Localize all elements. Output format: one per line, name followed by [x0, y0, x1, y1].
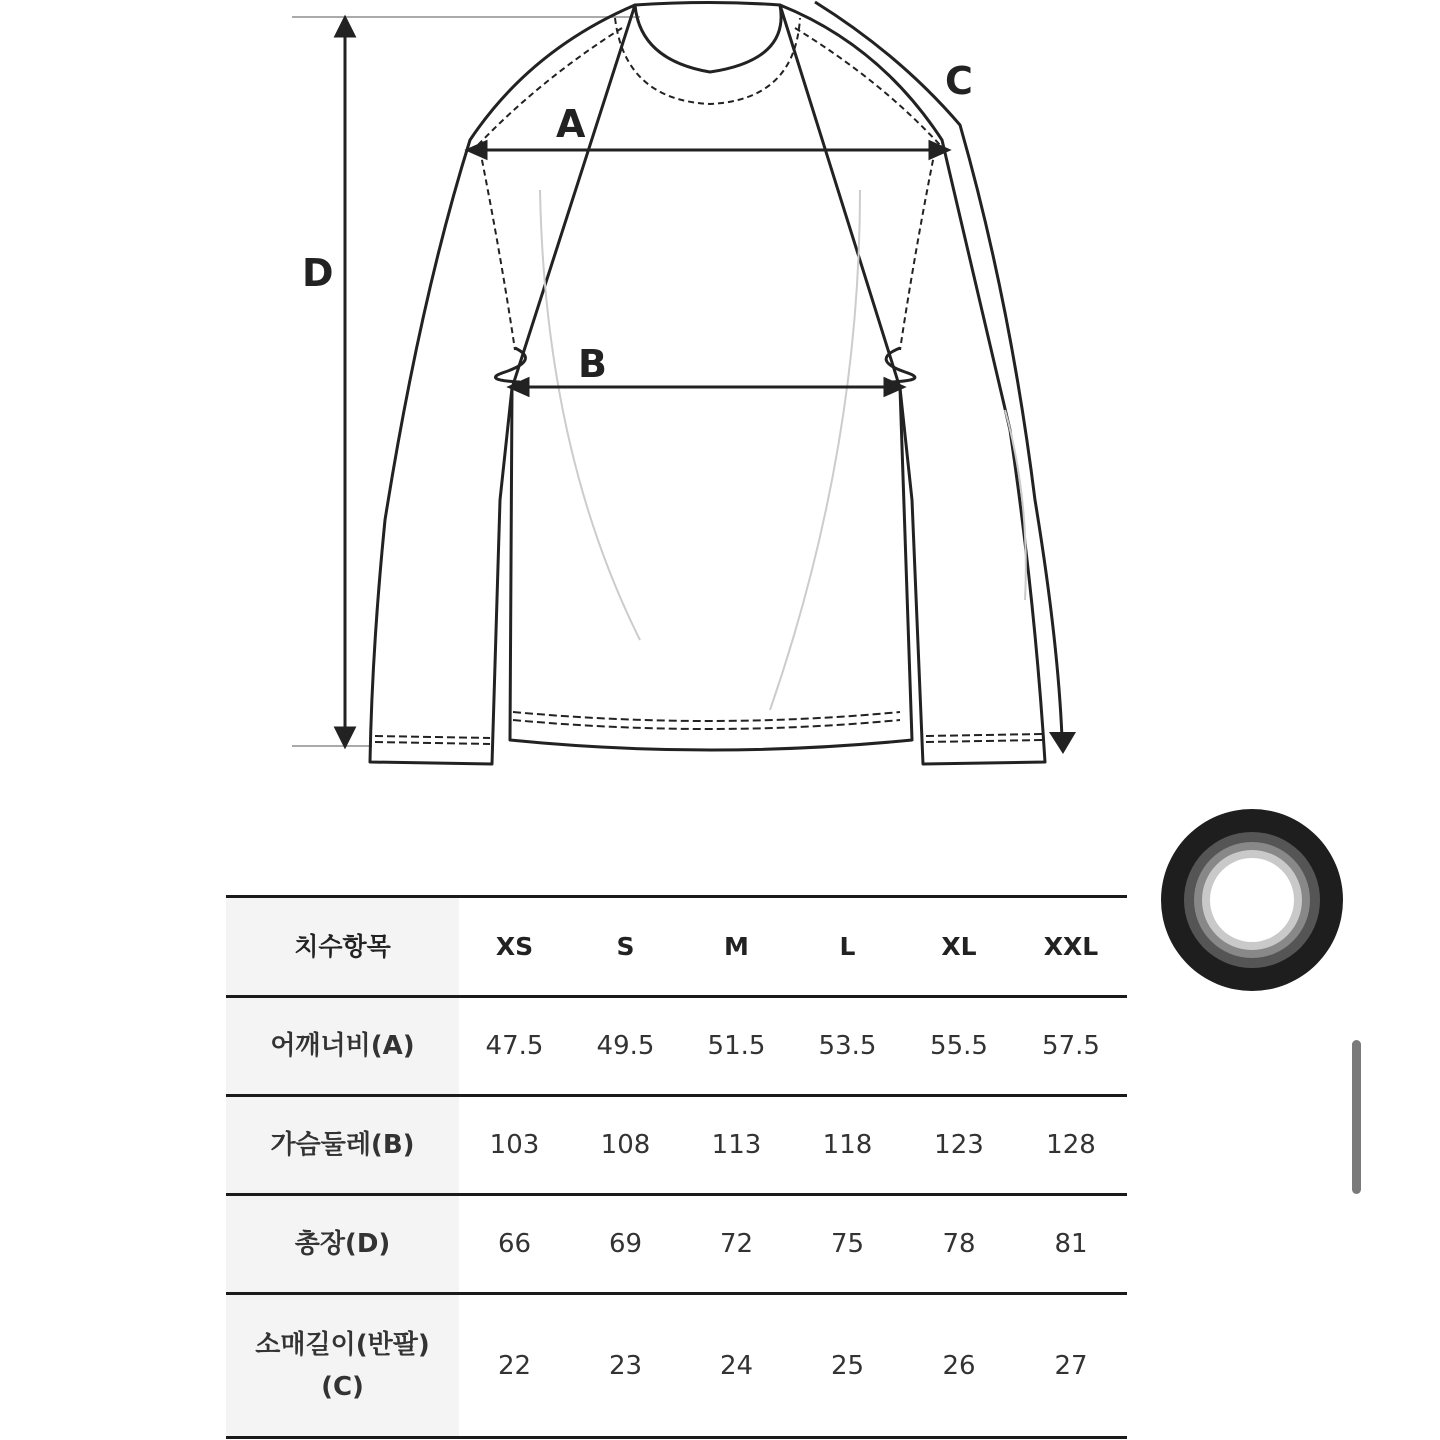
size-header: M — [681, 897, 792, 997]
table-cell: 103 — [459, 1096, 570, 1195]
size-header: S — [570, 897, 681, 997]
table-cell: 24 — [681, 1294, 792, 1438]
size-header: XL — [903, 897, 1015, 997]
table-cell: 53.5 — [792, 997, 903, 1096]
size-chart-table — [226, 895, 1127, 1439]
table-cell: 26 — [903, 1294, 1015, 1438]
table-cell: 55.5 — [903, 997, 1015, 1096]
table-cell: 118 — [792, 1096, 903, 1195]
table-cell: 128 — [1015, 1096, 1127, 1195]
row-label: 총장(D) — [226, 1195, 459, 1294]
fabric-fold-lines — [540, 190, 1026, 710]
label-c: C — [945, 59, 973, 103]
label-a: A — [556, 102, 586, 146]
table-row — [226, 1195, 1127, 1294]
table-cell: 23 — [570, 1294, 681, 1438]
table-header-row — [226, 897, 1127, 997]
shoulder-arrow-a — [468, 142, 948, 158]
row-label: 어깨너비(A) — [226, 997, 459, 1096]
header-label: 치수항목 — [226, 897, 459, 997]
label-b: B — [578, 342, 607, 386]
length-arrow-d — [336, 18, 354, 746]
table-cell: 49.5 — [570, 997, 681, 1096]
table-cell: 108 — [570, 1096, 681, 1195]
label-d: D — [302, 251, 334, 295]
table-cell: 66 — [459, 1195, 570, 1294]
table-row — [226, 997, 1127, 1096]
table-row — [226, 1096, 1127, 1195]
table-cell: 72 — [681, 1195, 792, 1294]
table-cell: 78 — [903, 1195, 1015, 1294]
table-cell: 75 — [792, 1195, 903, 1294]
table-cell: 27 — [1015, 1294, 1127, 1438]
table-cell: 57.5 — [1015, 997, 1127, 1096]
size-header: XXL — [1015, 897, 1127, 997]
tshirt-outline — [370, 3, 1045, 765]
table-cell: 113 — [681, 1096, 792, 1195]
chest-arrow-b — [510, 379, 903, 395]
row-label — [226, 1294, 459, 1438]
size-header: XS — [459, 897, 570, 997]
table-cell: 69 — [570, 1195, 681, 1294]
row-label-line: 소매길이(반팔) — [255, 1329, 430, 1360]
table-cell: 25 — [792, 1294, 903, 1438]
table-row — [226, 1294, 1127, 1438]
row-label-line: (C) — [321, 1371, 364, 1402]
table-cell: 81 — [1015, 1195, 1127, 1294]
table-cell: 123 — [903, 1096, 1015, 1195]
table-cell: 22 — [459, 1294, 570, 1438]
table-cell: 51.5 — [681, 997, 792, 1096]
size-header: L — [792, 897, 903, 997]
row-label: 가슴둘레(B) — [226, 1096, 459, 1195]
scrollbar-thumb[interactable] — [1352, 1040, 1361, 1194]
table-cell: 47.5 — [459, 997, 570, 1096]
assistive-touch-icon[interactable] — [1161, 809, 1343, 991]
